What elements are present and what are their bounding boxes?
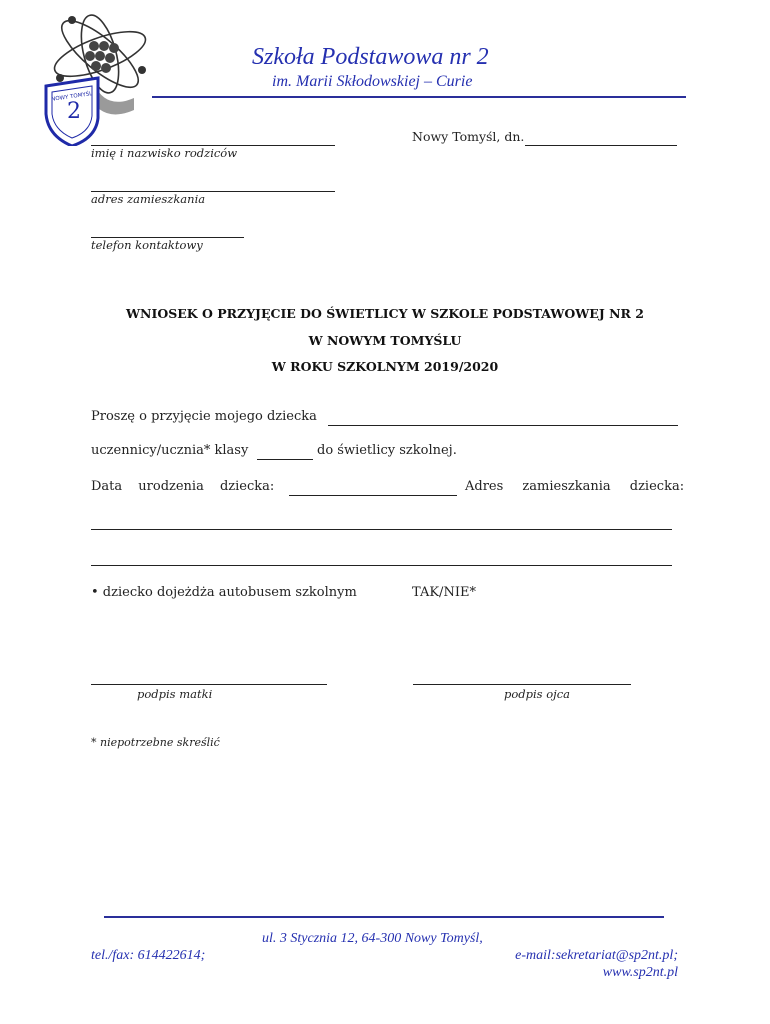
form-title-line2: W NOWYM TOMYŚLU [308, 333, 462, 348]
form-title-line1: WNIOSEK O PRZYJĘCIE DO ŚWIETLICY W SZKOLE PODSTAWOWEJ NR 2 [126, 306, 644, 321]
footer-phone: tel./fax: 614422614; [91, 948, 206, 963]
bus-answer-option[interactable]: TAK/NIE* [412, 585, 476, 600]
phone-label: telefon kontaktowy [91, 238, 203, 252]
footer-address: ul. 3 Stycznia 12, 64-300 Nowy Tomyśl, [262, 931, 483, 946]
footer-divider [104, 916, 664, 918]
mother-signature-label: podpis matki [137, 687, 213, 701]
child-address-line-2[interactable] [91, 565, 672, 566]
school-name: Szkoła Podstawowa nr 2 [252, 44, 489, 70]
logo-town-text: NOWY TOMYŚL [50, 91, 93, 103]
place-date-label: Nowy Tomyśl, dn. [412, 129, 525, 144]
request-text: Proszę o przyjęcie mojego dziecka [91, 409, 317, 424]
class-suffix-text: do świetlicy szkolnej. [317, 443, 457, 458]
footnote: * niepotrzebne skreślić [91, 736, 220, 749]
school-logo [36, 14, 156, 146]
footer-email[interactable]: e-mail:sekretariat@sp2nt.pl; [515, 948, 678, 963]
child-address-label: Adres zamieszkania dziecka: [465, 479, 685, 494]
form-title-line3: W ROKU SZKOLNYM 2019/2020 [271, 359, 499, 374]
date-line[interactable] [525, 145, 677, 146]
father-signature-line[interactable] [413, 684, 631, 685]
child-address-line-1[interactable] [91, 529, 672, 530]
logo-number: 2 [67, 99, 81, 124]
father-signature-label: podpis ojca [504, 687, 571, 701]
child-name-line[interactable] [328, 425, 678, 426]
parent-name-label: imię i nazwisko rodziców [91, 146, 238, 160]
class-prefix-text: uczennicy/ucznia* klasy [91, 443, 249, 458]
school-patron: im. Marii Skłodowskiej – Curie [272, 73, 473, 90]
footer-website[interactable]: www.sp2nt.pl [602, 965, 678, 980]
birth-date-label: Data urodzenia dziecka: [91, 479, 275, 494]
bus-question: • dziecko dojeżdża autobusem szkolnym [91, 585, 357, 600]
birth-date-line[interactable] [289, 495, 457, 496]
mother-signature-line[interactable] [91, 684, 327, 685]
address-label: adres zamieszkania [91, 192, 206, 206]
class-line[interactable] [257, 459, 313, 460]
header-divider [152, 96, 686, 98]
